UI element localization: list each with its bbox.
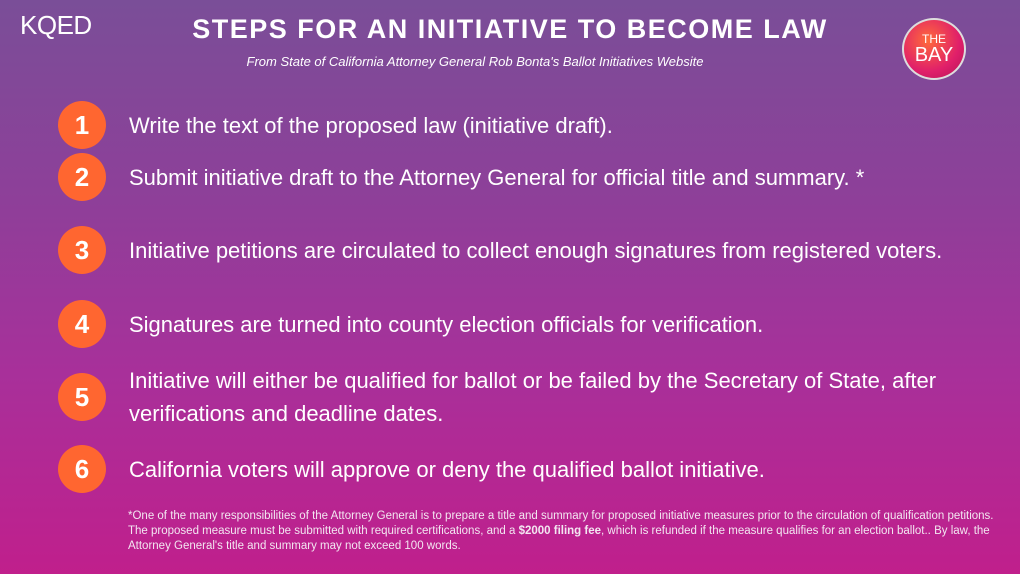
footnote (128, 509, 1008, 554)
step-number: 5 (58, 373, 106, 421)
step-3 (58, 226, 998, 274)
step-text: Initiative petitions are circulated to collect enough signatures from registered voters. (129, 237, 943, 263)
step-number: 3 (58, 226, 106, 274)
step-text: Submit initiative draft to the Attorney General for official title and summary. * (129, 164, 865, 190)
step-number: 2 (58, 153, 106, 201)
the-bay-logo (902, 18, 966, 80)
page-title: STEPS FOR AN INITIATIVE TO BECOME LAW (192, 14, 828, 44)
step-5 (58, 364, 998, 430)
step-6 (58, 445, 998, 493)
page-subtitle: From State of California Attorney General Rob Bonta's Ballot Initiatives Website (246, 54, 704, 69)
step-4 (58, 300, 998, 348)
step-2 (58, 153, 998, 201)
bay-logo-bottom: BAY (914, 44, 954, 66)
step-text: Write the text of the proposed law (initiative draft). (129, 112, 613, 138)
kqed-logo: KQED (20, 10, 92, 40)
footnote-text-1: *One of the many responsibilities of the Attorney General is to prepare a title and summary for proposed initiative measures prior to the circulation of qualification petitions. The proposed measure must be submitted with required certifications, and a (128, 510, 994, 537)
step-number: 6 (58, 445, 106, 493)
step-text: California voters will approve or deny the qualified ballot initiative. (129, 456, 765, 482)
step-text: Initiative will either be qualified for ballot or be failed by the Secretary of State, after verifications and deadline dates. (129, 368, 937, 426)
step-1 (58, 101, 998, 149)
step-number: 1 (58, 101, 106, 149)
bay-logo-top: THE (922, 32, 946, 46)
filing-fee-highlight: $2000 filing fee (518, 525, 602, 537)
step-text: Signatures are turned into county election officials for verification. (129, 311, 764, 337)
step-number: 4 (58, 300, 106, 348)
footnote-text-2: , which is refunded if the measure qualifies for an election ballot.. By law, the Attorney General's title and summary may not exceed 100 words. (128, 525, 990, 552)
